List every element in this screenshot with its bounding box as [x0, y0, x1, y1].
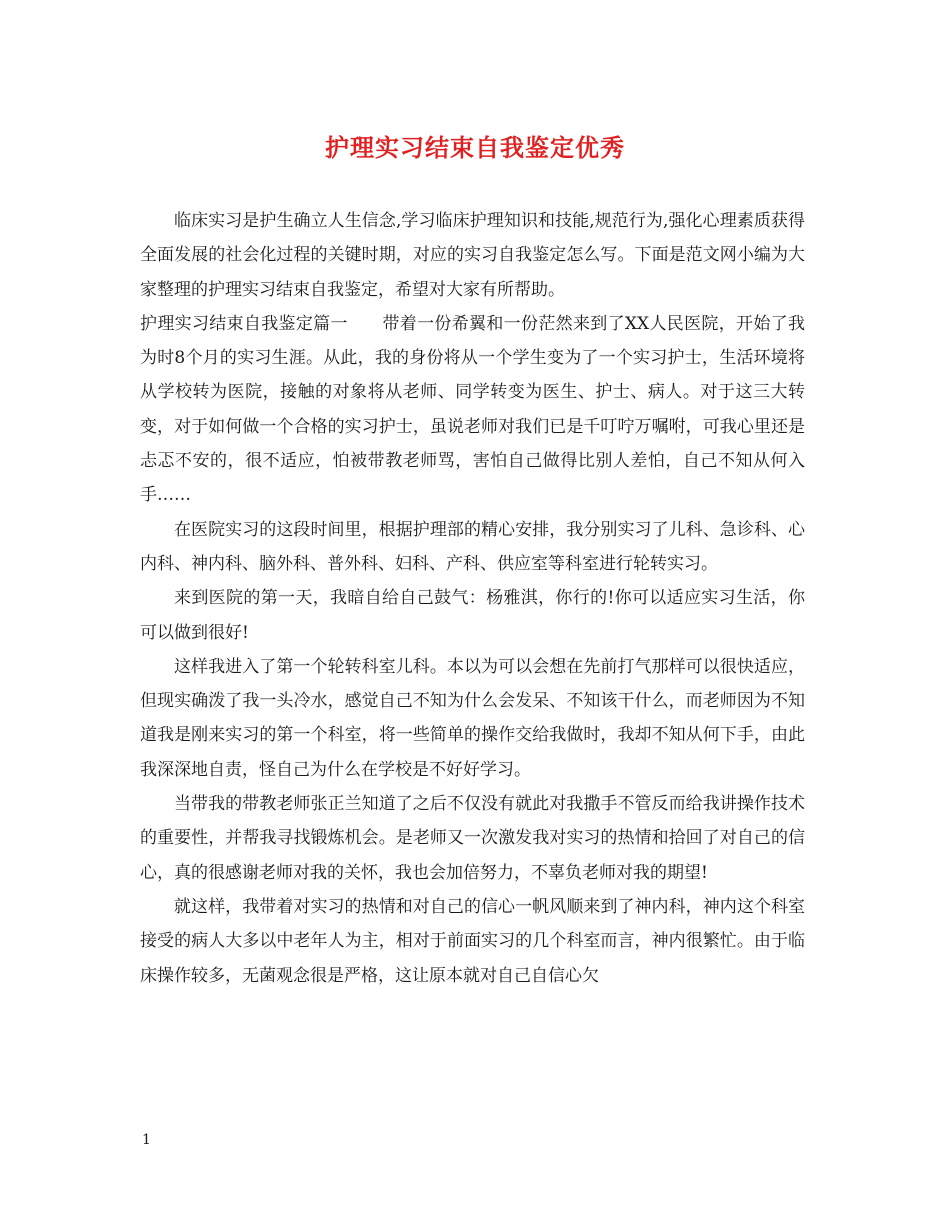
paragraph: 这样我进入了第一个轮转科室儿科。本以为可以会想在先前打气那样可以很快适应，但现实确泼了我一头冷水，感觉自己不知为什么会发呆、不知该干什么，而老师因为不知道我是刚来实习的第一个科室，将一些简单的操作交给我做时，我却不知从何下手，由此我深深地自责，怪自己为什么在学校是不好好学习。 — [140, 656, 805, 780]
document-body — [140, 204, 805, 993]
paragraph: 护理实习结束自我鉴定篇一 带着一份希翼和一份茫然来到了XX人民医院，开始了我为时8个月的实习生涯。从此，我的身份将从一个学生变为了一个实习护士，生活环境将从学校转为医院，接触的对象将从老师、同学转变为医生、护士、病人。对于这三大转变，对于如何做一个合格的实习护士，虽说老师对我们已是千叮咛万嘱咐，可我心里还是忐忑不安的，很不适应，怕被带教老师骂，害怕自己做得比别人差怕，自己不知从何入手…… — [140, 313, 805, 506]
page-number: 1 — [142, 1132, 151, 1148]
paragraph: 当带我的带教老师张正兰知道了之后不仅没有就此对我撒手不管反而给我讲操作技术的重要性，并帮我寻找锻炼机会。是老师又一次激发我对实习的热情和拾回了对自己的信心，真的很感谢老师对我的关怀，我也会加倍努力，不辜负老师对我的期望! — [140, 794, 805, 883]
document-title: 护理实习结束自我鉴定优秀 — [325, 133, 625, 162]
paragraph: 就这样，我带着对实习的热情和对自己的信心一帆风顺来到了神内科，神内这个科室接受的病人大多以中老年人为主，相对于前面实习的几个科室而言，神内很繁忙。由于临床操作较多，无菌观念很是严格，这让原本就对自己自信心欠 — [140, 896, 805, 986]
paragraph: 在医院实习的这段时间里，根据护理部的精心安排，我分别实习了儿科、急诊科、心内科、神内科、脑外科、普外科、妇科、产科、供应室等科室进行轮转实习。 — [140, 519, 805, 574]
paragraph: 临床实习是护生确立人生信念,学习临床护理知识和技能,规范行为,强化心理素质获得全面发展的社会化过程的关键时期，对应的实习自我鉴定怎么写。下面是范文网小编为大家整理的护理实习结束自我鉴定，希望对大家有所帮助。 — [140, 211, 805, 300]
paragraph: 来到医院的第一天，我暗自给自己鼓气：杨雅淇，你行的!你可以适应实习生活，你可以做到很好! — [140, 588, 805, 643]
